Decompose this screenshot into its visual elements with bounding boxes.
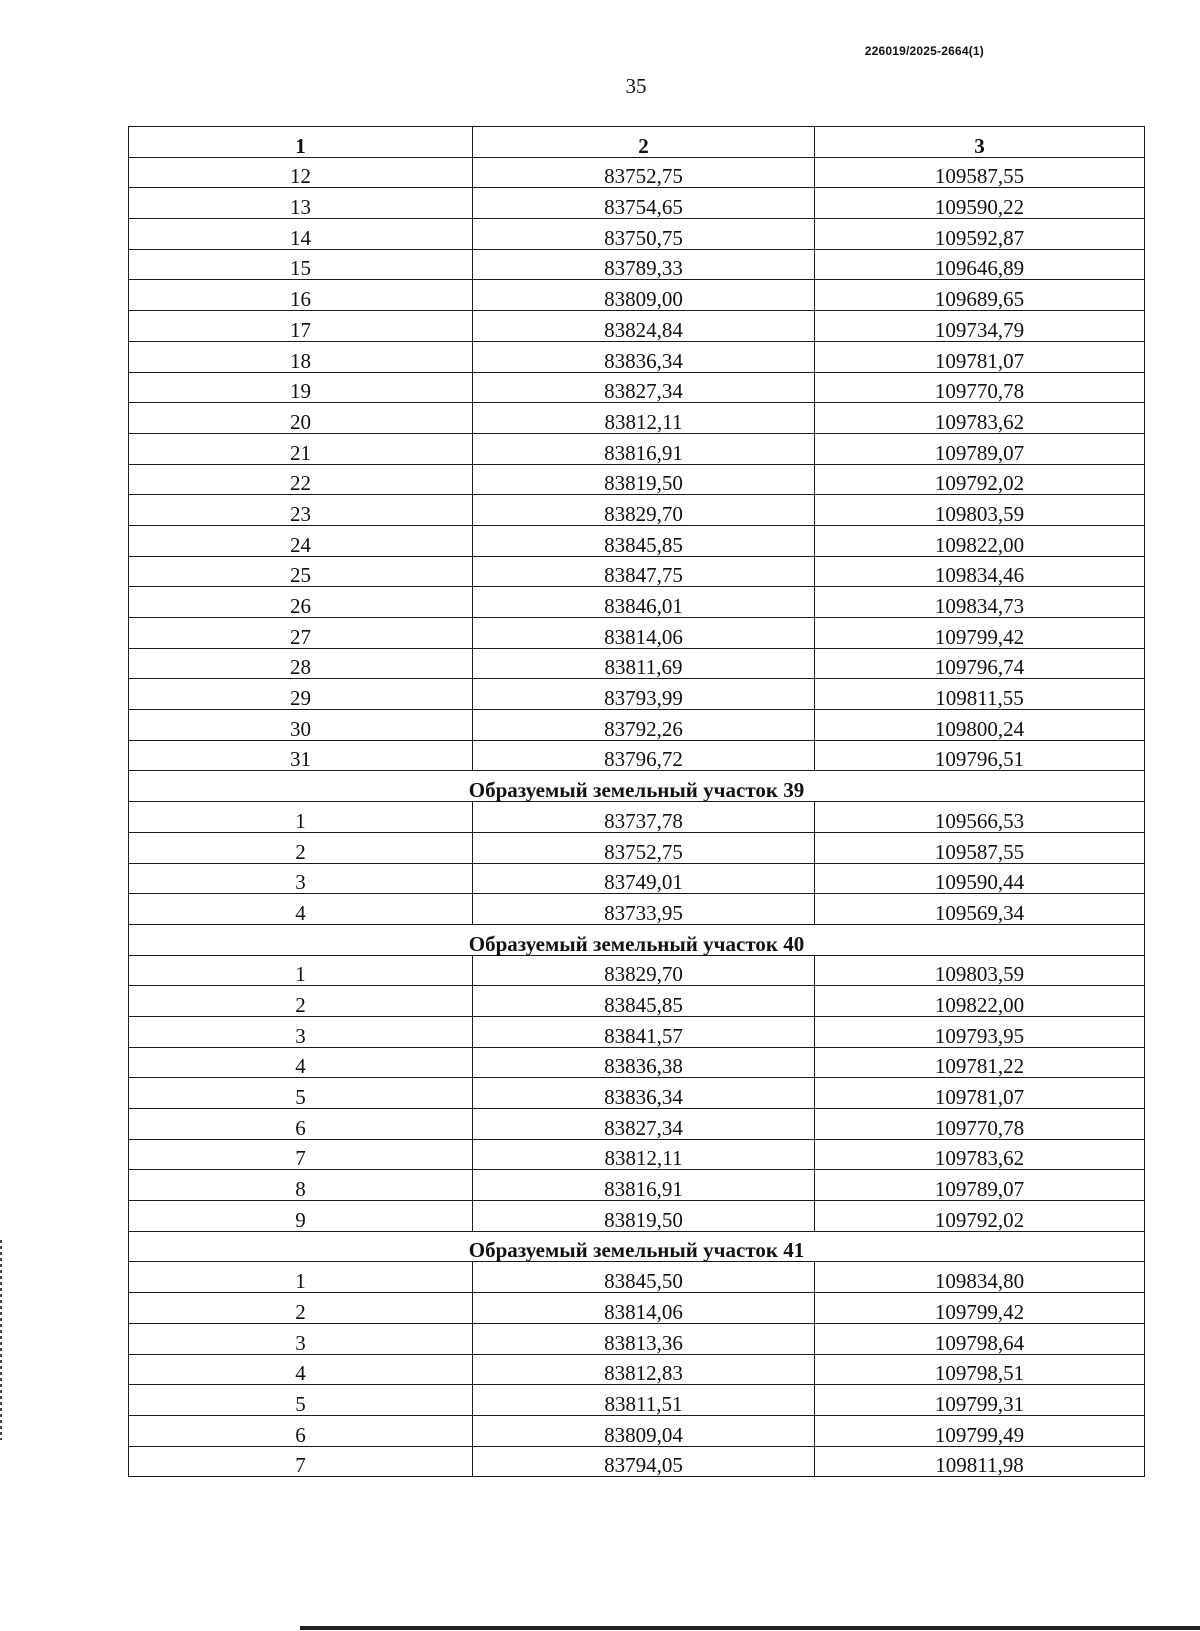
table-row [129,249,1145,280]
x-coordinate-cell: 83792,26 [473,710,815,741]
x-coordinate-cell: 83814,06 [473,1293,815,1324]
point-number-cell: 3 [129,863,473,894]
point-number-cell: 4 [129,1354,473,1385]
header-cell: 1 [129,127,473,158]
point-number-cell: 31 [129,740,473,771]
table-row [129,219,1145,250]
point-number-cell: 23 [129,495,473,526]
y-coordinate-cell: 109792,02 [815,1201,1145,1232]
point-number-cell: 28 [129,648,473,679]
scan-binding-mark [0,1240,2,1440]
section-title: Образуемый земельный участок 41 [129,1231,1145,1262]
point-number-cell: 17 [129,311,473,342]
point-number-cell: 15 [129,249,473,280]
x-coordinate-cell: 83812,11 [473,403,815,434]
document-id: 226019/2025-2664(1) [864,44,984,58]
x-coordinate-cell: 83752,75 [473,157,815,188]
table-row [129,710,1145,741]
y-coordinate-cell: 109781,07 [815,1078,1145,1109]
table-body [129,157,1145,1477]
y-coordinate-cell: 109770,78 [815,1109,1145,1140]
table-row [129,832,1145,863]
y-coordinate-cell: 109590,22 [815,188,1145,219]
point-number-cell: 24 [129,525,473,556]
point-number-cell: 18 [129,341,473,372]
x-coordinate-cell: 83841,57 [473,1016,815,1047]
y-coordinate-cell: 109834,73 [815,587,1145,618]
table-row [129,1078,1145,1109]
x-coordinate-cell: 83827,34 [473,1109,815,1140]
x-coordinate-cell: 83737,78 [473,802,815,833]
point-number-cell: 30 [129,710,473,741]
x-coordinate-cell: 83752,75 [473,832,815,863]
table-row [129,986,1145,1017]
y-coordinate-cell: 109822,00 [815,986,1145,1017]
table-row [129,802,1145,833]
table-row [129,280,1145,311]
section-row [129,771,1145,802]
table-row [129,618,1145,649]
point-number-cell: 8 [129,1170,473,1201]
point-number-cell: 1 [129,1262,473,1293]
table-row [129,556,1145,587]
point-number-cell: 20 [129,403,473,434]
y-coordinate-cell: 109734,79 [815,311,1145,342]
page-number: 35 [625,74,647,98]
point-number-cell: 4 [129,894,473,925]
x-coordinate-cell: 83733,95 [473,894,815,925]
y-coordinate-cell: 109789,07 [815,1170,1145,1201]
x-coordinate-cell: 83816,91 [473,433,815,464]
table-row [129,1016,1145,1047]
y-coordinate-cell: 109822,00 [815,525,1145,556]
table-row [129,1293,1145,1324]
section-title: Образуемый земельный участок 39 [129,771,1145,802]
y-coordinate-cell: 109803,59 [815,495,1145,526]
section-row [129,924,1145,955]
point-number-cell: 6 [129,1109,473,1140]
x-coordinate-cell: 83814,06 [473,618,815,649]
y-coordinate-cell: 109799,31 [815,1385,1145,1416]
x-coordinate-cell: 83789,33 [473,249,815,280]
x-coordinate-cell: 83812,11 [473,1139,815,1170]
point-number-cell: 9 [129,1201,473,1232]
point-number-cell: 2 [129,986,473,1017]
y-coordinate-cell: 109811,55 [815,679,1145,710]
x-coordinate-cell: 83829,70 [473,955,815,986]
y-coordinate-cell: 109569,34 [815,894,1145,925]
y-coordinate-cell: 109796,51 [815,740,1145,771]
y-coordinate-cell: 109592,87 [815,219,1145,250]
x-coordinate-cell: 83813,36 [473,1323,815,1354]
table-row [129,372,1145,403]
coordinates-table [128,126,1145,1477]
table-row [129,955,1145,986]
table-row [129,894,1145,925]
point-number-cell: 12 [129,157,473,188]
x-coordinate-cell: 83811,69 [473,648,815,679]
x-coordinate-cell: 83829,70 [473,495,815,526]
table-row [129,1415,1145,1446]
x-coordinate-cell: 83845,50 [473,1262,815,1293]
table-row [129,403,1145,434]
y-coordinate-cell: 109792,02 [815,464,1145,495]
point-number-cell: 27 [129,618,473,649]
x-coordinate-cell: 83816,91 [473,1170,815,1201]
point-number-cell: 14 [129,219,473,250]
point-number-cell: 5 [129,1078,473,1109]
table-row [129,1201,1145,1232]
y-coordinate-cell: 109798,64 [815,1323,1145,1354]
table-row [129,648,1145,679]
table-row [129,863,1145,894]
table-row [129,1323,1145,1354]
table-header-row [129,127,1145,158]
scan-bottom-edge [300,1626,1200,1630]
y-coordinate-cell: 109781,07 [815,341,1145,372]
y-coordinate-cell: 109799,42 [815,1293,1145,1324]
table-row [129,433,1145,464]
y-coordinate-cell: 109799,49 [815,1415,1145,1446]
x-coordinate-cell: 83836,34 [473,341,815,372]
table-row [129,525,1145,556]
header-cell: 2 [473,127,815,158]
table-row [129,740,1145,771]
point-number-cell: 1 [129,802,473,833]
table-row [129,1385,1145,1416]
point-number-cell: 3 [129,1323,473,1354]
y-coordinate-cell: 109811,98 [815,1446,1145,1477]
y-coordinate-cell: 109789,07 [815,433,1145,464]
table-row [129,679,1145,710]
section-row [129,1231,1145,1262]
y-coordinate-cell: 109689,65 [815,280,1145,311]
x-coordinate-cell: 83846,01 [473,587,815,618]
x-coordinate-cell: 83754,65 [473,188,815,219]
y-coordinate-cell: 109834,80 [815,1262,1145,1293]
x-coordinate-cell: 83750,75 [473,219,815,250]
x-coordinate-cell: 83836,38 [473,1047,815,1078]
x-coordinate-cell: 83836,34 [473,1078,815,1109]
point-number-cell: 2 [129,1293,473,1324]
y-coordinate-cell: 109590,44 [815,863,1145,894]
point-number-cell: 6 [129,1415,473,1446]
x-coordinate-cell: 83794,05 [473,1446,815,1477]
table-row [129,495,1145,526]
x-coordinate-cell: 83827,34 [473,372,815,403]
table-row [129,1109,1145,1140]
y-coordinate-cell: 109834,46 [815,556,1145,587]
point-number-cell: 16 [129,280,473,311]
y-coordinate-cell: 109799,42 [815,618,1145,649]
x-coordinate-cell: 83749,01 [473,863,815,894]
point-number-cell: 3 [129,1016,473,1047]
y-coordinate-cell: 109796,74 [815,648,1145,679]
point-number-cell: 7 [129,1446,473,1477]
x-coordinate-cell: 83809,04 [473,1415,815,1446]
y-coordinate-cell: 109803,59 [815,955,1145,986]
x-coordinate-cell: 83811,51 [473,1385,815,1416]
point-number-cell: 13 [129,188,473,219]
x-coordinate-cell: 83809,00 [473,280,815,311]
point-number-cell: 4 [129,1047,473,1078]
x-coordinate-cell: 83845,85 [473,986,815,1017]
x-coordinate-cell: 83793,99 [473,679,815,710]
table-row [129,464,1145,495]
x-coordinate-cell: 83845,85 [473,525,815,556]
point-number-cell: 25 [129,556,473,587]
x-coordinate-cell: 83824,84 [473,311,815,342]
point-number-cell: 21 [129,433,473,464]
table-row [129,1047,1145,1078]
header-cell: 3 [815,127,1145,158]
x-coordinate-cell: 83819,50 [473,1201,815,1232]
point-number-cell: 2 [129,832,473,863]
point-number-cell: 1 [129,955,473,986]
point-number-cell: 5 [129,1385,473,1416]
y-coordinate-cell: 109781,22 [815,1047,1145,1078]
point-number-cell: 19 [129,372,473,403]
point-number-cell: 29 [129,679,473,710]
x-coordinate-cell: 83819,50 [473,464,815,495]
x-coordinate-cell: 83812,83 [473,1354,815,1385]
section-title: Образуемый земельный участок 40 [129,924,1145,955]
point-number-cell: 26 [129,587,473,618]
x-coordinate-cell: 83796,72 [473,740,815,771]
table-row [129,311,1145,342]
table-row [129,1139,1145,1170]
y-coordinate-cell: 109800,24 [815,710,1145,741]
y-coordinate-cell: 109770,78 [815,372,1145,403]
table-row [129,188,1145,219]
y-coordinate-cell: 109798,51 [815,1354,1145,1385]
y-coordinate-cell: 109783,62 [815,1139,1145,1170]
table-row [129,341,1145,372]
y-coordinate-cell: 109793,95 [815,1016,1145,1047]
table-row [129,1262,1145,1293]
y-coordinate-cell: 109587,55 [815,832,1145,863]
table-row [129,157,1145,188]
y-coordinate-cell: 109566,53 [815,802,1145,833]
y-coordinate-cell: 109587,55 [815,157,1145,188]
table-row [129,1170,1145,1201]
point-number-cell: 22 [129,464,473,495]
x-coordinate-cell: 83847,75 [473,556,815,587]
y-coordinate-cell: 109783,62 [815,403,1145,434]
table-row [129,1446,1145,1477]
point-number-cell: 7 [129,1139,473,1170]
table-row [129,1354,1145,1385]
table-row [129,587,1145,618]
y-coordinate-cell: 109646,89 [815,249,1145,280]
